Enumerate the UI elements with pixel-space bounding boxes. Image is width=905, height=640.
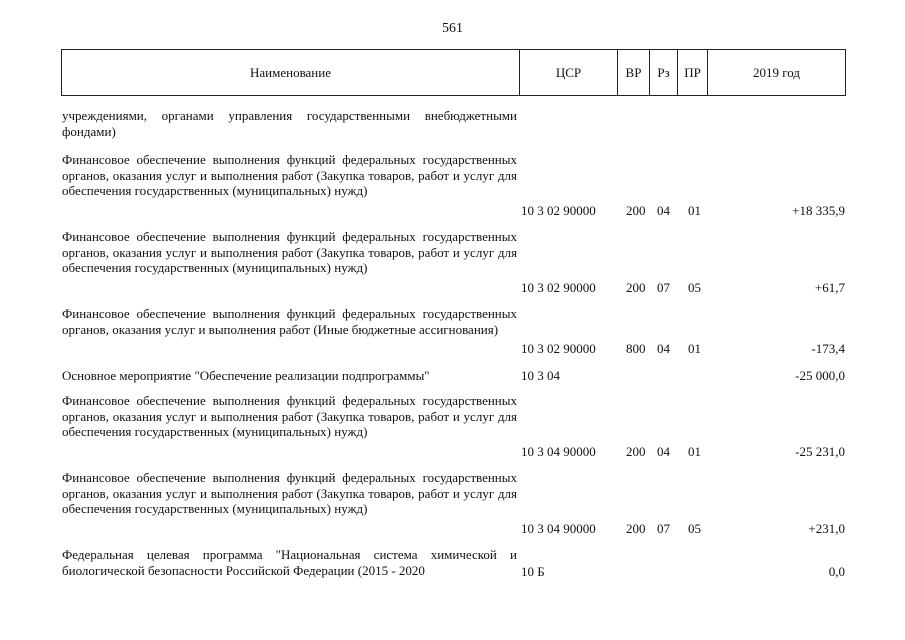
row-value: -173,4 bbox=[811, 341, 845, 356]
row-pr: 01 bbox=[688, 444, 701, 459]
row-pr: 05 bbox=[688, 280, 701, 295]
row-csr: 10 3 02 90000 bbox=[521, 280, 596, 295]
row-rz: 04 bbox=[657, 203, 670, 218]
row-value: +18 335,9 bbox=[792, 203, 845, 218]
row-pr: 05 bbox=[688, 521, 701, 536]
row-name: Финансовое обеспечение выполнения функций федеральных государственных органов, оказания услуг и выполнения работ (Закупка товаров, работ и услуг для обеспечения государственных (муниципальных) нужд) bbox=[62, 393, 517, 439]
row-vr: 800 bbox=[626, 341, 646, 356]
row-pr: 01 bbox=[688, 341, 701, 356]
row-vr: 200 bbox=[626, 521, 646, 536]
row-vr: 200 bbox=[626, 280, 646, 295]
row-rz: 07 bbox=[657, 521, 670, 536]
row-value: +231,0 bbox=[808, 521, 845, 536]
header-csr: ЦСР bbox=[520, 50, 618, 95]
row-name: Финансовое обеспечение выполнения функций федеральных государственных органов, оказания услуг и выполнения работ (Закупка товаров, работ и услуг для обеспечения государственных (муниципальных) нужд) bbox=[62, 470, 517, 516]
row-name: Основное мероприятие "Обеспечение реализации подпрограммы" bbox=[62, 368, 430, 383]
row-rz: 04 bbox=[657, 341, 670, 356]
row-name: учреждениями, органами управления государственными внебюджетными фондами) bbox=[62, 108, 517, 139]
row-value: 0,0 bbox=[828, 564, 845, 579]
row-csr: 10 3 04 bbox=[521, 368, 560, 383]
header-year: 2019 год bbox=[753, 64, 800, 80]
row-name: Финансовое обеспечение выполнения функций федеральных государственных органов, оказания услуг и выполнения работ (Иные бюджетные ассигнования) bbox=[62, 306, 517, 337]
header-rz: Рз bbox=[650, 50, 678, 95]
row-value: +61,7 bbox=[814, 280, 845, 295]
page-number: 561 bbox=[442, 21, 463, 36]
header-name: Наименование bbox=[62, 50, 520, 95]
row-value: -25 231,0 bbox=[795, 444, 845, 459]
row-value: -25 000,0 bbox=[795, 368, 845, 383]
row-csr: 10 3 04 90000 bbox=[521, 444, 596, 459]
table-header bbox=[61, 49, 846, 96]
row-vr: 200 bbox=[626, 203, 646, 218]
row-pr: 01 bbox=[688, 203, 701, 218]
row-name: Финансовое обеспечение выполнения функций федеральных государственных органов, оказания услуг и выполнения работ (Закупка товаров, работ и услуг для обеспечения государственных (муниципальных) нужд) bbox=[62, 152, 517, 198]
header-vr: ВР bbox=[618, 50, 650, 95]
row-name: Финансовое обеспечение выполнения функций федеральных государственных органов, оказания услуг и выполнения работ (Закупка товаров, работ и услуг для обеспечения государственных (муниципальных) нужд) bbox=[62, 229, 517, 275]
row-name: Федеральная целевая программа "Национальная система химической и биологической безопасности Российской Федерации (2015 - 2020 bbox=[62, 547, 517, 578]
row-csr: 10 3 02 90000 bbox=[521, 203, 596, 218]
header-pr: ПР bbox=[678, 50, 708, 95]
row-csr: 10 3 02 90000 bbox=[521, 341, 596, 356]
row-rz: 07 bbox=[657, 280, 670, 295]
row-csr: 10 3 04 90000 bbox=[521, 521, 596, 536]
row-vr: 200 bbox=[626, 444, 646, 459]
row-csr: 10 Б bbox=[521, 564, 545, 579]
row-rz: 04 bbox=[657, 444, 670, 459]
